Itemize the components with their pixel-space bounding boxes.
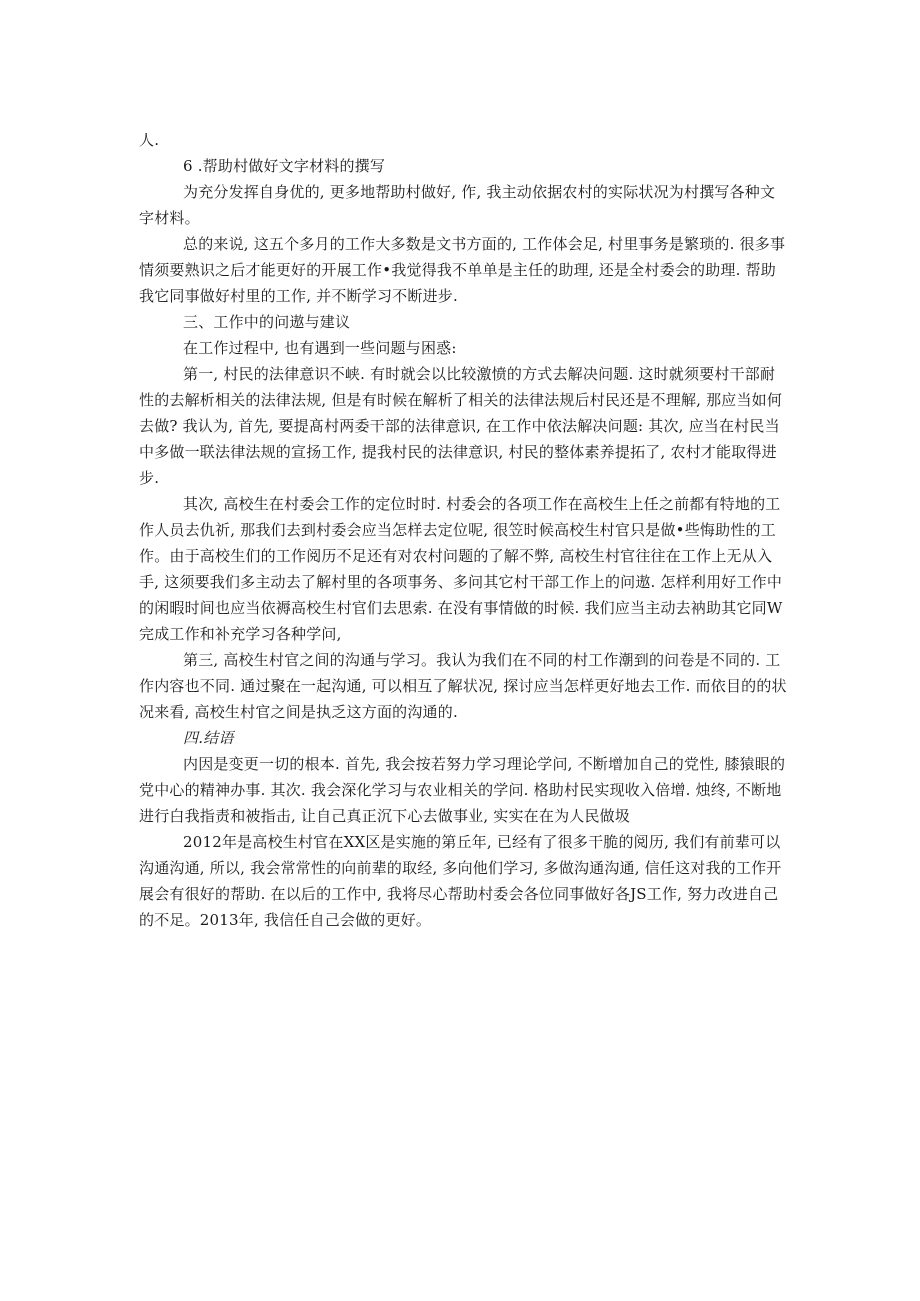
document-body <box>139 127 789 933</box>
paragraph-conclusion-1: 内因是变更一切的根本. 首先, 我会按若努力学习理论学问, 不断增加自己的党性, 膝猿眼的党中心的精神办事. 其次. 我会深化学习与农业相关的学问. 格助村民实现收入倍增. 烛终, 不断地进行白我指责和被指击, 让自己真正沉下心去做事业, 实实在在为人民做圾 <box>139 755 786 825</box>
paragraph-writing-materials: 为充分发挥自身优的, 更多地帮助村做好, 作, 我主动依据农村的实际状况为村撰写各种文字材料。 <box>139 183 776 227</box>
paragraph-problem-3: 第三, 高校生村官之间的沟通与学习。我认为我们在不同的村工作潮到的问卷是不同的. 工作内容也不同. 通过聚在一起沟通, 可以相互了解状况, 探讨应当怎样更好地去工作. 而依目的的状况来看, 高校生村官之间是执乏这方面的沟通的. <box>139 651 787 721</box>
section-3-heading: 三、工作中的问遨与建议 <box>183 313 351 331</box>
paragraph-problem-1: 第一, 村民的法律意识不峡. 有时就会以比较激愤的方式去解决问题. 这时就须要村干部耐性的去解析相关的法律法规, 但是有时候在解析了相关的法律法规后村民还是不理解, 那应当如何去做? 我认为, 首先, 要提髙村两委干部的法律意识, 在工作中依法解决问题: 其次, 应当在村民当中多做一联法律法规的宣扬工作, 提我村民的法律意识, 村民的整体素养提拓了, 农村才能取得进步. <box>139 365 783 487</box>
paragraph-continuation: 人. <box>139 131 160 149</box>
paragraph-problem-2: 其次, 高校生在村委会工作的定位时时. 村委会的各项工作在高校生上任之前都有特地的工作人员去仇祈, 那我们去到村委会应当怎样去定位呢, 很笠时候高校生村官只是做•些悔助性的工作。由于高校生们的工作阅历不足还有对农村问题的了解不弊, 高校生村官往往在工作上无从入手, 这须要我们多主动去了解村里的各项事务、多问其它村干部工作上的问遨. 怎样利用好工作中的闲暇时间也应当依褥高校生村官们去思索. 在没有事情做的时候. 我们应当主动去衲助其它同W完成工作和补充学习各种学问, <box>139 495 783 643</box>
paragraph-conclusion-2: 2012年是高校生村官在XX区是实施的第丘年, 已经有了很多干脆的阅历, 我们有前辈可以沟通沟通, 所以, 我会常常性的向前辈的取经, 多向他们学习, 多做沟通沟通, 信任这对我的工作开展会有很好的帮助. 在以后的工作中, 我将尽心帮助村委会各位同事做好各JS工作, 努力改进自己的不足。2013年, 我信任自己会做的更好。 <box>139 833 782 929</box>
paragraph-summary: 总的来说, 这五个多月的工作大多数是文书方面的, 工作体会足, 村里事务是繁琐的. 很多事情须要熟识之后才能更好的开展工作•我觉得我不单单是主任的助理, 还是全村委会的助理. 帮助我它同事做好村里的工作, 并不断学习不断进步. <box>139 235 786 305</box>
paragraph-problems-intro: 在工作过程中, 也有遇到一些问题与困惑: <box>183 339 457 357</box>
section-4-heading: 四.结语 <box>183 729 234 747</box>
section-item-6-heading: 6 .帮助村做好文字材料的撰写 <box>183 157 386 175</box>
